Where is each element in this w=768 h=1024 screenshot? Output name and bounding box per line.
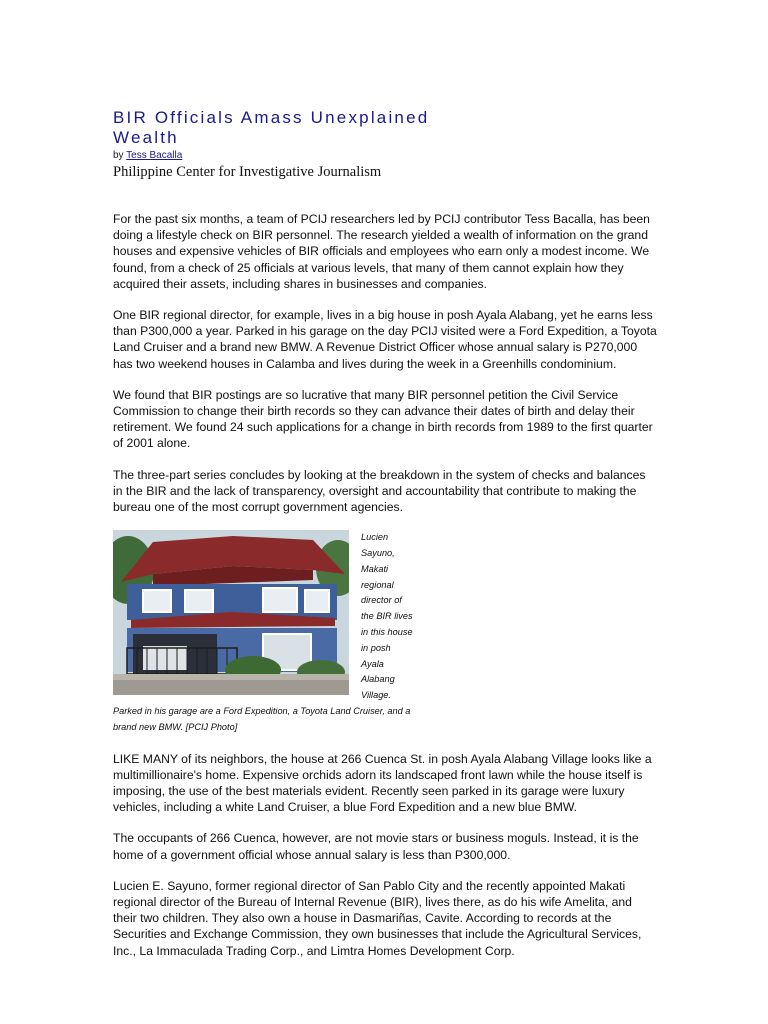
paragraph: LIKE MANY of its neighbors, the house at 266 Cuenca St. in posh Ayala Alabang Village looks like a multimillionaire's home. Expensive orchids adorn its landscaped front lawn while the house itself is imposing, the use of the best materials evident. Recently seen parked in its garage were luxury vehicles, including a white Land Cruiser, a blue Ford Expedition and a new blue BMW. bbox=[113, 751, 652, 815]
byline-prefix: by bbox=[113, 150, 124, 161]
byline bbox=[113, 149, 658, 162]
house-photo bbox=[113, 530, 349, 695]
paragraph: We found that BIR postings are so lucrative that many BIR personnel petition the Civil Service Commission to change their birth records so they can advance their dates of birth and delay their retirement. We found 24 such applications for a change in birth records from 1989 to the first quarter of 2001 alone. bbox=[113, 387, 653, 451]
photo-section bbox=[113, 530, 658, 830]
house-photo-illustration bbox=[113, 530, 349, 695]
photo-caption: Lucien Sayuno, Makati regional director of the BIR lives in this house in posh Ayala Alabang Village. Parked in his garage are a Ford Expedition, a Toyota Land Cruiser, and a brand new BMW. [PCIJ Photo] bbox=[113, 532, 413, 732]
paragraph: One BIR regional director, for example, lives in a big house in posh Ayala Alabang, yet he earns less than P300,000 a year. Parked in his garage on the day PCIJ visited were a Ford Expedition, a Toyota Land Cruiser and a brand new BMW. A Revenue District Officer whose annual salary is P270,000 has two weekend houses in Calamba and lives during the week in a Greenhills condominium. bbox=[113, 308, 657, 371]
article bbox=[113, 108, 658, 974]
paragraph: Lucien E. Sayuno, former regional director of San Pablo City and the recently appointed Makati regional director of the Bureau of Internal Revenue (BIR), lives there, as do his wife Amelita, and their two children. They also own a house in Dasmariñas, Cavite. According to records at the Securities and Exchange Commission, they own businesses that include the Agricultural Services, Inc., La Immaculada Trading Corp., and Limtra Homes Development Corp. bbox=[113, 878, 642, 958]
author-link[interactable]: Tess Bacalla bbox=[126, 150, 183, 161]
article-body bbox=[113, 211, 658, 959]
article-title: BIR Officials Amass Unexplained Wealth bbox=[113, 108, 430, 147]
organization-name: Philippine Center for Investigative Journalism bbox=[113, 164, 382, 180]
paragraph: The three-part series concludes by looking at the breakdown in the system of checks and balances in the BIR and the lack of transparency, oversight and accountability that contribute to making the bureau one of the most corrupt government agencies. bbox=[113, 467, 646, 515]
paragraph: The occupants of 266 Cuenca, however, are not movie stars or business moguls. Instead, it is the home of a government official whose annual salary is less than P300,000. bbox=[113, 831, 639, 862]
paragraph: For the past six months, a team of PCIJ researchers led by PCIJ contributor Tess Bacalla, has been doing a lifestyle check on BIR personnel. The research yielded a wealth of information on the grand houses and expensive vehicles of BIR officials and employees who earn only a modest income. We found, from a check of 25 officials at various levels, that many of them cannot explain how they acquired their assets, including shares in businesses and companies. bbox=[113, 212, 650, 291]
